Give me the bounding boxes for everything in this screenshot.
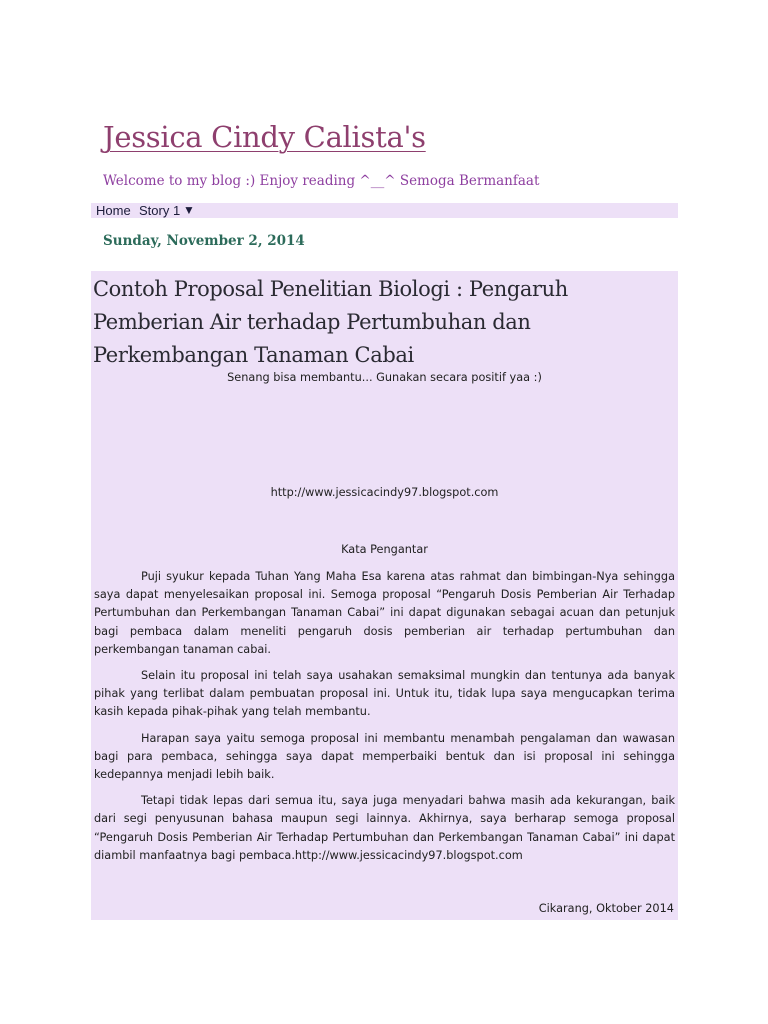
nav-home-link[interactable]: Home <box>96 203 131 218</box>
post-body <box>91 271 678 920</box>
navigation-bar <box>91 203 678 218</box>
section-heading: Kata Pengantar <box>341 543 428 556</box>
post-subtitle: Senang bisa membantu... Gunakan secara positif yaa :) <box>227 371 542 384</box>
closing-place-date: Cikarang, Oktober 2014 <box>538 902 674 915</box>
paragraph: Harapan saya yaitu semoga proposal ini membantu menambah pengalaman dan wawasan bagi para pembaca, sehingga saya dapat memperbaiki bentuk dan isi proposal ini sehingga kedepannya menjadi lebih baik. <box>94 731 675 782</box>
post-date: Sunday, November 2, 2014 <box>103 233 305 249</box>
nav-story-1-link[interactable]: Story 1 <box>139 203 181 218</box>
blog-description: Welcome to my blog :) Enjoy reading ^__^ Semoga Bermanfaat <box>103 173 540 189</box>
dropdown-arrow-icon[interactable]: ▼ <box>183 203 195 217</box>
source-url-text: http://www.jessicacindy97.blogspot.com <box>270 486 499 499</box>
paragraph: Tetapi tidak lepas dari semua itu, saya juga menyadari bahwa masih ada kekurangan, baik dari segi penyusunan bahasa maupun segi lainnya. Akhirnya, saya berharap semoga proposal “Pengaruh Dosis Pemberian Air Terhadap Pertumbuhan dan Perkembangan Tanaman Cabai” ini dapat diambil manfaatnya bagi pembaca.http://www.jessicacindy97.blogspot.com <box>94 794 675 862</box>
paragraph: Puji syukur kepada Tuhan Yang Maha Esa karena atas rahmat dan bimbingan-Nya sehingga saya dapat menyelesaikan proposal ini. Semoga proposal “Pengaruh Dosis Pemberian Air Terhadap Pertumbuhan dan Perkembangan Tanaman Cabai” ini dapat digunakan sebagai acuan dan petunjuk bagi pembaca dalam meneliti pengaruh dosis pemberian air terhadap pertumbuhan dan perkembangan tanaman cabai. <box>94 570 675 656</box>
foreword-text <box>94 568 675 873</box>
paragraph: Selain itu proposal ini telah saya usahakan semaksimal mungkin dan tentunya ada banyak pihak yang terlibat dalam pembuatan proposal ini. Untuk itu, tidak lupa saya mengucapkan terima kasih kepada pihak-pihak yang telah membantu. <box>94 669 675 719</box>
blog-title-link[interactable]: Jessica Cindy Calista's <box>103 120 426 154</box>
post-title: Contoh Proposal Penelitian Biologi : Pengaruh Pemberian Air terhadap Pertumbuhan dan Perkembangan Tanaman Cabai <box>93 277 568 367</box>
